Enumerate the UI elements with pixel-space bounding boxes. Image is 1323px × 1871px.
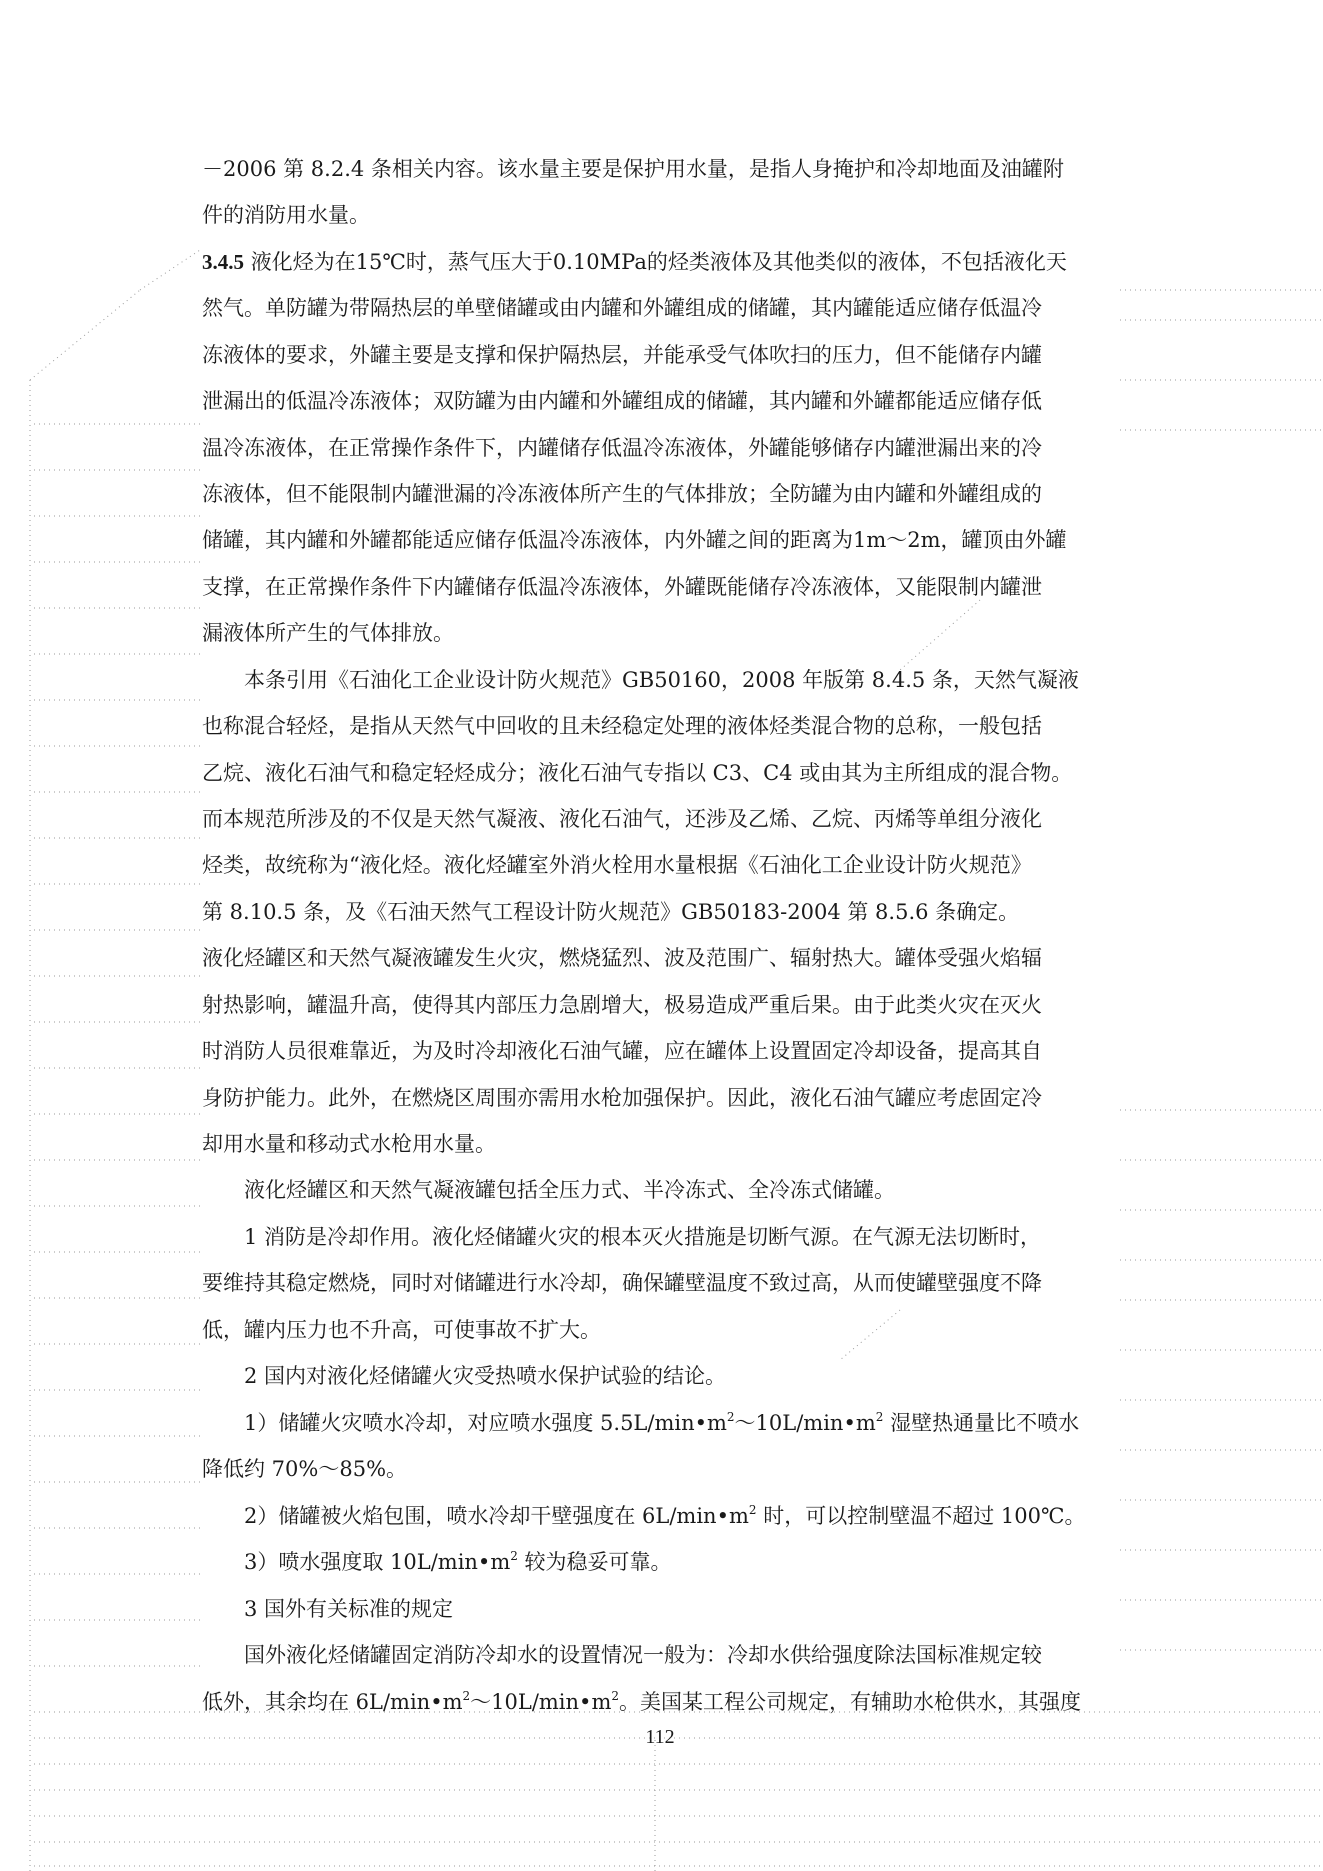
text-line: 储罐，其内罐和外罐都能适应储存低温冷冻液体，内外罐之间的距离为1m～2m，罐顶由外罐 bbox=[202, 528, 1067, 552]
text-segment: 1）储罐火灾喷水冷却，对应喷水强度 5.5L/min•m bbox=[244, 1411, 727, 1435]
superscript: 2 bbox=[748, 1503, 757, 1517]
text-line: 身防护能力。此外，在燃烧区周围亦需用水枪加强保护。因此，液化石油气罐应考虑固定冷 bbox=[202, 1086, 1042, 1110]
text-line: 烃类，故统称为“液化烃。液化烃罐室外消火栓用水量根据《石油化工企业设计防火规范》 bbox=[202, 853, 1032, 877]
text-line: －2006 第 8.2.4 条相关内容。该水量主要是保护用水量，是指人身掩护和冷却地面及油罐附 bbox=[202, 157, 1064, 181]
section-3-4-5-line bbox=[202, 248, 1122, 276]
text-line bbox=[202, 1409, 1122, 1437]
text-segment: 2）储罐被火焰包围，喷水冷却干壁强度在 6L/min•m bbox=[244, 1504, 749, 1528]
text-line: 温冷冻液体，在正常操作条件下，内罐储存低温冷冻液体，外罐能够储存内罐泄漏出来的冷 bbox=[202, 436, 1042, 460]
superscript: 2 bbox=[875, 1410, 884, 1424]
text-segment: 时，可以控制壁温不超过 100℃。 bbox=[756, 1504, 1086, 1528]
text-line: 件的消防用水量。 bbox=[202, 203, 370, 227]
text-segment: 3）喷水强度取 10L/min•m bbox=[244, 1550, 511, 1574]
text-line bbox=[202, 1688, 1122, 1716]
text-line: 1 消防是冷却作用。液化烃储罐火灾的根本灭火措施是切断气源。在气源无法切断时， bbox=[244, 1225, 1042, 1249]
text-line: 本条引用《石油化工企业设计防火规范》GB50160，2008 年版第 8.4.5 条，天然气凝液 bbox=[244, 668, 1079, 692]
text-line: 支撑，在正常操作条件下内罐储存低温冷冻液体，外罐既能储存冷冻液体，又能限制内罐泄 bbox=[202, 575, 1042, 599]
text-segment: 低外，其余均在 6L/min•m bbox=[202, 1690, 463, 1714]
text-line: 乙烷、液化石油气和稳定轻烃成分；液化石油气专指以 C3、C4 或由其为主所组成的混合物。 bbox=[202, 761, 1073, 785]
text-line: 射热影响，罐温升高，使得其内部压力急剧增大，极易造成严重后果。由于此类火灾在灭火 bbox=[202, 993, 1042, 1017]
text-line: 液化烃罐区和天然气凝液罐包括全压力式、半冷冻式、全冷冻式储罐。 bbox=[244, 1178, 895, 1202]
page-number: 112 bbox=[645, 1726, 675, 1748]
text-line: 而本规范所涉及的不仅是天然气凝液、液化石油气，还涉及乙烯、乙烷、丙烯等单组分液化 bbox=[202, 807, 1042, 831]
text-line: 漏液体所产生的气体排放。 bbox=[202, 621, 454, 645]
text-line: 也称混合轻烃，是指从天然气中回收的且未经稳定处理的液体烃类混合物的总称，一般包括 bbox=[202, 714, 1042, 738]
text-line: 3 国外有关标准的规定 bbox=[244, 1597, 454, 1621]
text-line: 2 国内对液化烃储罐火灾受热喷水保护试验的结论。 bbox=[244, 1364, 727, 1388]
superscript: 2 bbox=[726, 1410, 735, 1424]
text-line: 然气。单防罐为带隔热层的单壁储罐或由内罐和外罐组成的储罐，其内罐能适应储存低温冷 bbox=[202, 296, 1042, 320]
text-line: 泄漏出的低温冷冻液体；双防罐为由内罐和外罐组成的储罐，其内罐和外罐都能适应储存低 bbox=[202, 389, 1042, 413]
text-line: 液化烃罐区和天然气凝液罐发生火灾，燃烧猛烈、波及范围广、辐射热大。罐体受强火焰辐 bbox=[202, 946, 1042, 970]
superscript: 2 bbox=[611, 1689, 619, 1703]
text-line: 冻液体，但不能限制内罐泄漏的冷冻液体所产生的气体排放；全防罐为由内罐和外罐组成的 bbox=[202, 482, 1042, 506]
section-number: 3.4.5 bbox=[202, 250, 244, 274]
text-line: 降低约 70%～85%。 bbox=[202, 1457, 408, 1481]
superscript: 2 bbox=[462, 1689, 471, 1703]
text-segment: 。美国某工程公司规定，有辅助水枪供水，其强度 bbox=[619, 1690, 1081, 1714]
text-segment: 湿壁热通量比不喷水 bbox=[883, 1411, 1080, 1435]
text-line: 时消防人员很难靠近，为及时冷却液化石油气罐，应在罐体上设置固定冷却设备，提高其自 bbox=[202, 1039, 1042, 1063]
text-line bbox=[202, 1548, 1122, 1576]
text-line: 液化烃为在15℃时，蒸气压大于0.10MPa的烃类液体及其他类似的液体，不包括液化天 bbox=[250, 250, 1067, 274]
superscript: 2 bbox=[510, 1549, 518, 1563]
text-segment: ～10L/min•m bbox=[734, 1411, 876, 1435]
text-line: 冻液体的要求，外罐主要是支撑和保护隔热层，并能承受气体吹扫的压力，但不能储存内罐 bbox=[202, 343, 1042, 367]
text-line bbox=[202, 1502, 1122, 1530]
text-line: 国外液化烃储罐固定消防冷却水的设置情况一般为：冷却水供给强度除法国标准规定较 bbox=[244, 1643, 1042, 1667]
text-line: 却用水量和移动式水枪用水量。 bbox=[202, 1132, 496, 1156]
text-line: 要维持其稳定燃烧，同时对储罐进行水冷却，确保罐壁温度不致过高，从而使罐壁强度不降 bbox=[202, 1271, 1042, 1295]
text-segment: 较为稳妥可靠。 bbox=[517, 1550, 672, 1574]
text-line: 低，罐内压力也不升高，可使事故不扩大。 bbox=[202, 1318, 601, 1342]
text-line: 第 8.10.5 条，及《石油天然气工程设计防火规范》GB50183-2004 第 8.5.6 条确定。 bbox=[202, 900, 1020, 924]
text-segment: ～10L/min•m bbox=[470, 1690, 612, 1714]
